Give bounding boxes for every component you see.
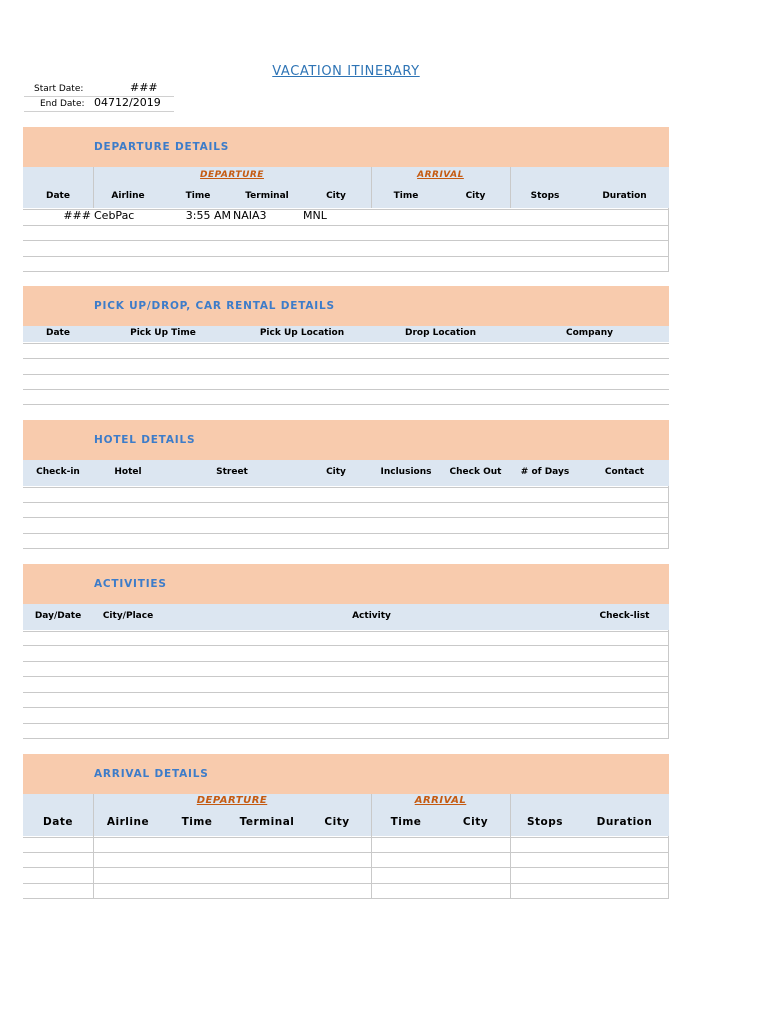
pickup-drop-section xyxy=(23,286,669,405)
col-date: Date xyxy=(46,191,70,201)
end-date-label: End Date: xyxy=(40,99,85,109)
col-street: Street xyxy=(216,467,248,477)
group-label-departure: DEPARTURE xyxy=(196,795,268,806)
col-time: Time xyxy=(185,191,211,201)
column-divider xyxy=(93,167,94,208)
cell-city[interactable]: MNL xyxy=(303,209,327,222)
row-line xyxy=(23,358,669,359)
col-airline: Airline xyxy=(106,816,150,828)
cell-time[interactable]: 3:55 AM xyxy=(185,209,231,222)
col-city: City xyxy=(326,191,346,201)
activities-section xyxy=(23,564,669,739)
col-company: Company xyxy=(566,328,613,338)
col-hotel: Hotel xyxy=(114,467,142,477)
col-check-in: Check-in xyxy=(36,467,80,477)
row-line xyxy=(23,852,669,853)
column-divider xyxy=(93,794,94,836)
row-line xyxy=(23,225,669,226)
col-arrival-city: City xyxy=(462,816,489,828)
col-airline: Airline xyxy=(111,191,145,201)
col-contact: Contact xyxy=(604,467,645,477)
column-header-row xyxy=(23,794,669,836)
col-check-list: Check-list xyxy=(599,611,650,621)
page-title: VACATION ITINERARY xyxy=(272,64,420,79)
row-line xyxy=(23,867,669,868)
col-arrival-time: Time xyxy=(390,816,422,828)
row-line xyxy=(23,837,669,838)
col-time: Time xyxy=(181,816,213,828)
hotel-details-section xyxy=(23,420,669,549)
col-arrival-city: City xyxy=(465,191,486,201)
row-line xyxy=(23,676,669,677)
row-line xyxy=(23,502,669,503)
group-label-arrival: ARRIVAL xyxy=(414,795,467,806)
row-line xyxy=(23,389,669,390)
table-border xyxy=(668,836,669,899)
col-terminal: Terminal xyxy=(239,816,295,828)
start-date-label: Start Date: xyxy=(34,84,84,94)
row-line xyxy=(23,645,669,646)
group-label-departure: DEPARTURE xyxy=(200,170,264,180)
row-line xyxy=(23,692,669,693)
row-line xyxy=(23,404,669,405)
departure-details-section xyxy=(23,127,669,272)
col-city: City xyxy=(326,467,346,477)
table-border xyxy=(668,486,669,549)
section-header xyxy=(23,754,669,794)
column-header-row xyxy=(23,460,669,486)
section-header xyxy=(23,564,669,604)
column-divider xyxy=(93,836,94,899)
section-title: DEPARTURE DETAILS xyxy=(94,141,230,153)
end-date-underline xyxy=(24,111,174,112)
cell-airline[interactable]: CebPac xyxy=(94,209,135,222)
column-divider xyxy=(371,836,372,899)
col-terminal: Terminal xyxy=(245,191,289,201)
row-line xyxy=(23,533,669,534)
col-date: Date xyxy=(43,816,73,828)
col-pickup-time: Pick Up Time xyxy=(130,328,196,338)
table-border xyxy=(668,208,669,272)
row-line xyxy=(23,898,669,899)
row-line xyxy=(23,517,669,518)
cell-terminal[interactable]: NAIA3 xyxy=(233,209,267,222)
col-day-date: Day/Date xyxy=(34,611,82,621)
col-num-days: # of Days xyxy=(520,467,570,477)
section-title: ARRIVAL DETAILS xyxy=(94,768,209,780)
cell-date[interactable]: ### xyxy=(63,209,91,222)
section-title: PICK UP/DROP, CAR RENTAL DETAILS xyxy=(94,300,335,312)
row-line xyxy=(23,271,669,272)
col-stops: Stops xyxy=(526,816,564,828)
row-line xyxy=(23,661,669,662)
row-line xyxy=(23,883,669,884)
col-arrival-time: Time xyxy=(393,191,419,201)
col-check-out: Check Out xyxy=(449,467,502,477)
col-city: City xyxy=(324,816,350,828)
col-activity: Activity xyxy=(352,611,391,621)
section-title: HOTEL DETAILS xyxy=(94,434,196,446)
section-title: ACTIVITIES xyxy=(94,578,167,590)
section-header xyxy=(23,286,669,326)
row-line xyxy=(23,256,669,257)
group-label-arrival: ARRIVAL xyxy=(417,170,464,180)
row-line xyxy=(23,343,669,344)
column-header-row xyxy=(23,604,669,630)
row-line xyxy=(23,374,669,375)
col-stops: Stops xyxy=(530,191,560,201)
column-header-row xyxy=(23,326,669,342)
col-drop-location: Drop Location xyxy=(405,328,476,338)
table-border xyxy=(668,630,669,739)
row-line xyxy=(23,548,669,549)
col-inclusions: Inclusions xyxy=(380,467,432,477)
section-header xyxy=(23,127,669,167)
row-line xyxy=(23,487,669,488)
column-header-row xyxy=(23,167,669,208)
col-city-place: City/Place xyxy=(102,611,154,621)
end-date-value[interactable]: 04712/2019 xyxy=(94,96,161,109)
arrival-details-section xyxy=(23,754,669,899)
col-pickup-location: Pick Up Location xyxy=(259,328,345,338)
column-divider xyxy=(510,167,511,208)
row-line xyxy=(23,240,669,241)
col-duration: Duration xyxy=(602,191,647,201)
col-duration: Duration xyxy=(596,816,653,828)
start-date-value[interactable]: ### xyxy=(130,81,158,94)
row-line xyxy=(23,631,669,632)
column-divider xyxy=(510,794,511,836)
row-line xyxy=(23,707,669,708)
column-divider xyxy=(510,836,511,899)
section-header xyxy=(23,420,669,460)
row-line xyxy=(23,738,669,739)
col-date: Date xyxy=(46,328,70,338)
row-line xyxy=(23,723,669,724)
